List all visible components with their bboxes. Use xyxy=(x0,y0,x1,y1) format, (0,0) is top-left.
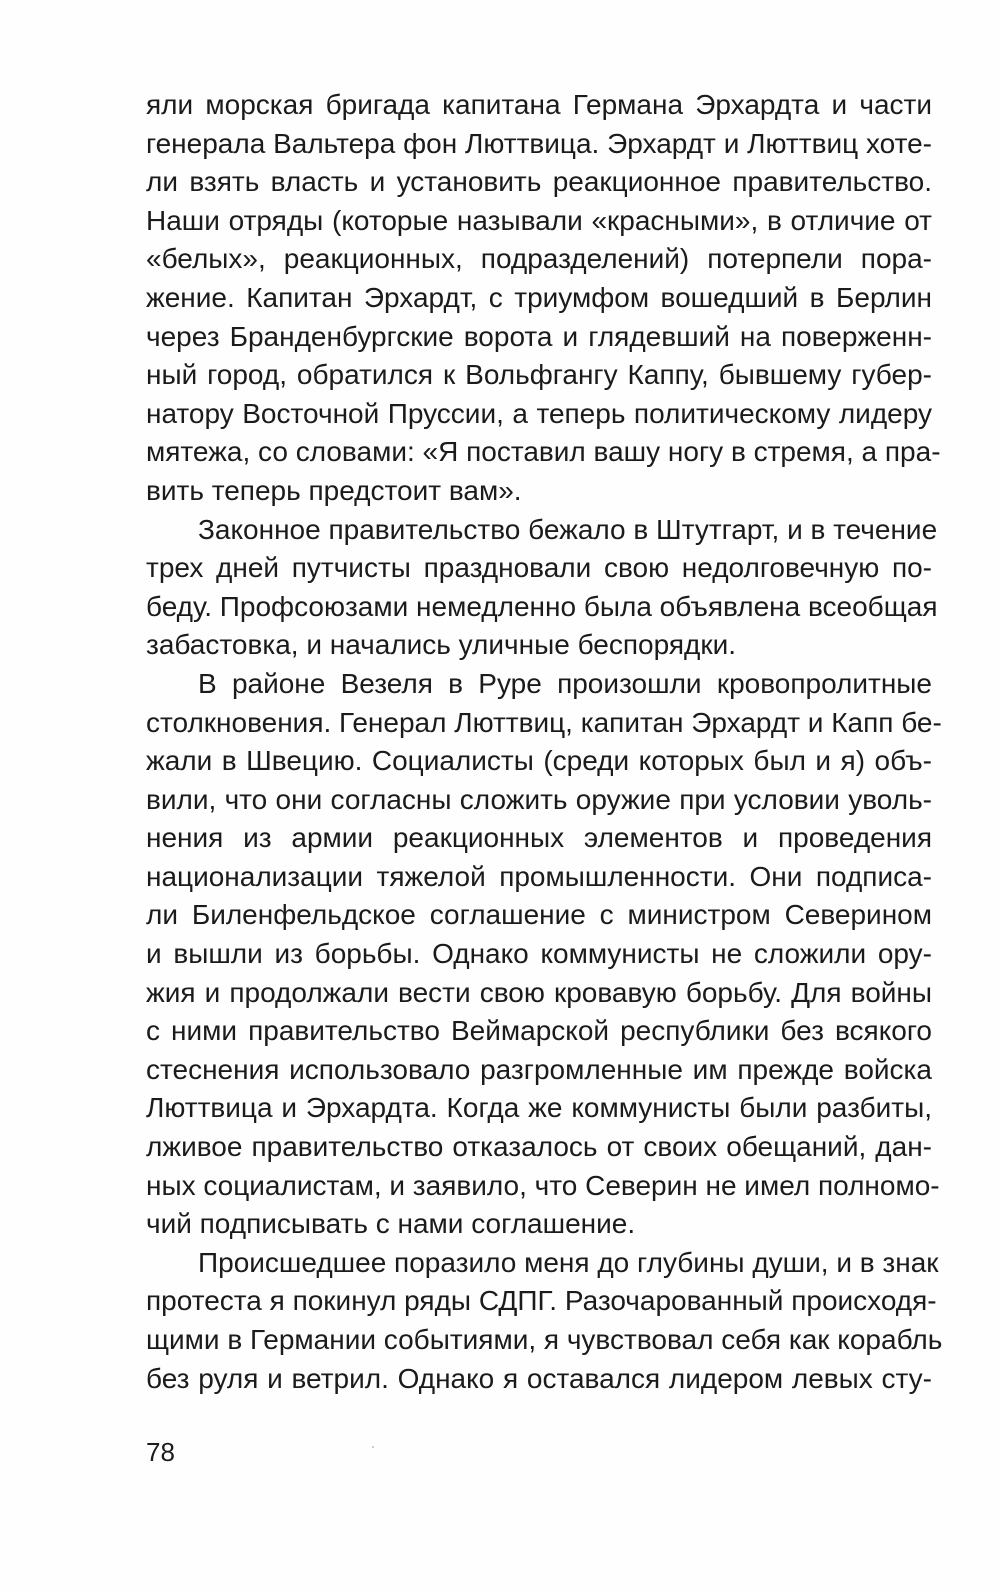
text-line: чий подписывать с нами соглашение. xyxy=(146,1208,636,1240)
body-text xyxy=(146,86,943,1398)
text-line: жение. Капитан Эрхардт, с триумфом вошедший в Берлин xyxy=(146,281,932,313)
text-line: генерала Вальтера фон Люттвица. Эрхардт и Люттвиц хоте- xyxy=(146,127,932,159)
text-line: ный город, обратился к Вольфгангу Каппу, бывшему губер- xyxy=(146,359,932,391)
text-line: и вышли из борьбы. Однако коммунисты не сложили ору- xyxy=(146,938,932,970)
text-line: забастовка, и начались уличные беспорядки. xyxy=(146,629,737,661)
text-line: Законное правительство бежало в Штутгарт, и в течение xyxy=(198,513,938,545)
text-line: мятежа, со словами: «Я поставил вашу ногу в стремя, а пра- xyxy=(146,436,941,468)
text-line: В районе Везеля в Руре произошли кровопролитные xyxy=(198,667,932,699)
text-line: вить теперь предстоит вам». xyxy=(146,474,522,506)
text-line: жали в Швецию. Социалисты (среди которых был и я) объ- xyxy=(146,745,932,777)
text-line: вили, что они согласны сложить оружие при условии уволь- xyxy=(146,783,932,815)
text-line: яли морская бригада капитана Германа Эрхардта и части xyxy=(146,89,932,120)
text-line: нения из армии реакционных элементов и проведения xyxy=(146,822,932,854)
text-line: Происшедшее поразило меня до глубины души, и в знак xyxy=(198,1246,939,1278)
text-line: без руля и ветрил. Однако я оставался лидером левых сту- xyxy=(146,1362,932,1394)
text-line: ли Биленфельдское соглашение с министром Северином xyxy=(146,899,932,931)
text-line: натору Восточной Пруссии, а теперь политическому лидеру xyxy=(146,397,932,429)
text-line: через Бранденбургские ворота и глядевший на поверженн- xyxy=(146,320,932,352)
text-line: ных социалистам, и заявило, что Северин не имел полномо- xyxy=(146,1169,940,1201)
text-line: с ними правительство Веймарской республики без всякого xyxy=(146,1015,932,1047)
text-line: национализации тяжелой промышленности. Они подписа- xyxy=(146,860,932,892)
text-line: стеснения использовало разгромленные им прежде войска xyxy=(146,1053,932,1085)
page-number: 78 xyxy=(146,1437,175,1467)
text-line: трех дней путчисты праздновали свою недолговечную по- xyxy=(146,552,932,584)
text-line: лживое правительство отказалось от своих обещаний, дан- xyxy=(146,1131,932,1163)
text-line: ли взять власть и установить реакционное правительство. xyxy=(146,166,932,198)
text-line: столкновения. Генерал Люттвиц, капитан Эрхардт и Капп бе- xyxy=(146,706,942,738)
paper-speck xyxy=(372,1446,374,1448)
text-line: Люттвица и Эрхардта. Когда же коммунисты были разбиты, xyxy=(146,1092,932,1124)
text-line: щими в Германии событиями, я чувствовал себя как корабль xyxy=(146,1324,943,1355)
text-line: беду. Профсоюзами немедленно была объявлена всеобщая xyxy=(146,590,938,622)
text-line: Наши отряды (которые называли «красными», в отличие от xyxy=(146,204,932,236)
text-line: «белых», реакционных, подразделений) потерпели пора- xyxy=(146,243,932,275)
text-line: протеста я покинул ряды СДПГ. Разочарованный происходя- xyxy=(146,1285,937,1317)
text-line: жия и продолжали вести свою кровавую борьбу. Для войны xyxy=(146,976,932,1008)
